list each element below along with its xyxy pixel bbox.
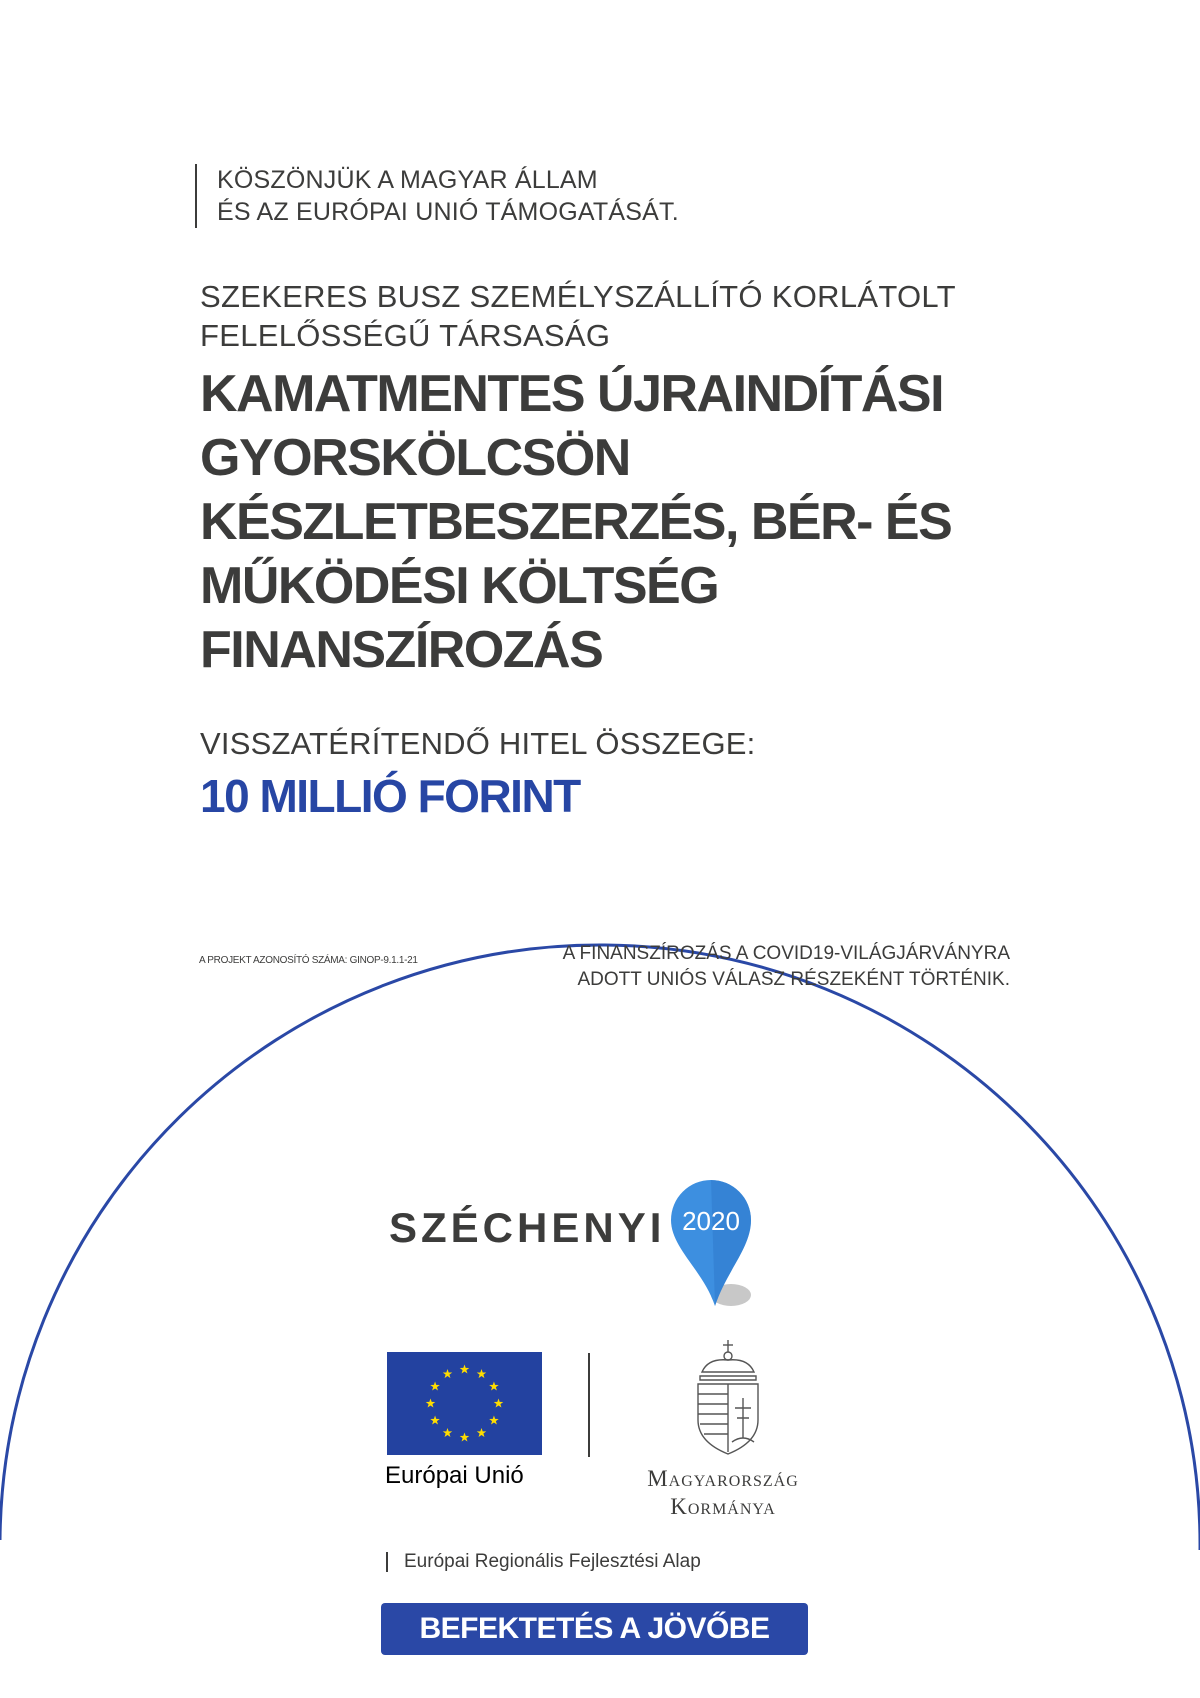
covid-note: [520, 941, 1010, 993]
title-line-1: KAMATMENTES ÚJRAINDÍTÁSI: [200, 365, 944, 423]
szechenyi-pin-icon: [669, 1178, 769, 1314]
thanks-line-1: KÖSZÖNJÜK A MAGYAR ÁLLAM: [217, 166, 598, 194]
thanks-line-2: ÉS AZ EURÓPAI UNIÓ TÁMOGATÁSÁT.: [217, 198, 679, 226]
project-title: [200, 362, 1100, 682]
title-line-4: MŰKÖDÉSI KÖLTSÉG: [200, 557, 719, 615]
logo-divider: [588, 1353, 590, 1457]
company-name: [200, 277, 1100, 355]
covid-note-line-1: A FINANSZÍROZÁS A COVID19-VILÁGJÁRVÁNYRA: [562, 943, 1010, 964]
title-line-5: FINANSZÍROZÁS: [200, 621, 603, 679]
loan-amount-value: 10 MILLIÓ FORINT: [200, 770, 580, 822]
government-label-line-2: Kormánya: [670, 1494, 776, 1519]
fund-label: Európai Regionális Fejlesztési Alap: [386, 1552, 701, 1572]
company-line-1: SZEKERES BUSZ SZEMÉLYSZÁLLÍTÓ KORLÁTOLT: [200, 279, 956, 314]
title-line-3: KÉSZLETBESZERZÉS, BÉR- ÉS: [200, 493, 952, 551]
company-line-2: FELELŐSSÉGŰ TÁRSASÁG: [200, 318, 611, 353]
loan-amount-label: VISSZATÉRÍTENDŐ HITEL ÖSSZEGE:: [200, 726, 756, 761]
covid-note-line-2: ADOTT UNIÓS VÁLASZ RÉSZEKÉNT TÖRTÉNIK.: [577, 969, 1010, 990]
invest-in-future-banner: BEFEKTETÉS A JÖVŐBE: [381, 1603, 808, 1655]
szechenyi-logo-text: SZÉCHENYI: [389, 1204, 666, 1251]
hungary-coat-of-arms-icon: [688, 1338, 768, 1458]
project-id: A PROJEKT AZONOSÍTÓ SZÁMA: GINOP-9.1.1-21: [199, 955, 418, 966]
title-line-2: GYORSKÖLCSÖN: [200, 429, 630, 487]
thanks-block: [195, 164, 679, 228]
szechenyi-year: 2020: [682, 1206, 740, 1236]
eu-flag-icon: [387, 1352, 542, 1455]
eu-label: Európai Unió: [385, 1462, 524, 1489]
government-label-line-1: Magyarország: [647, 1466, 799, 1491]
